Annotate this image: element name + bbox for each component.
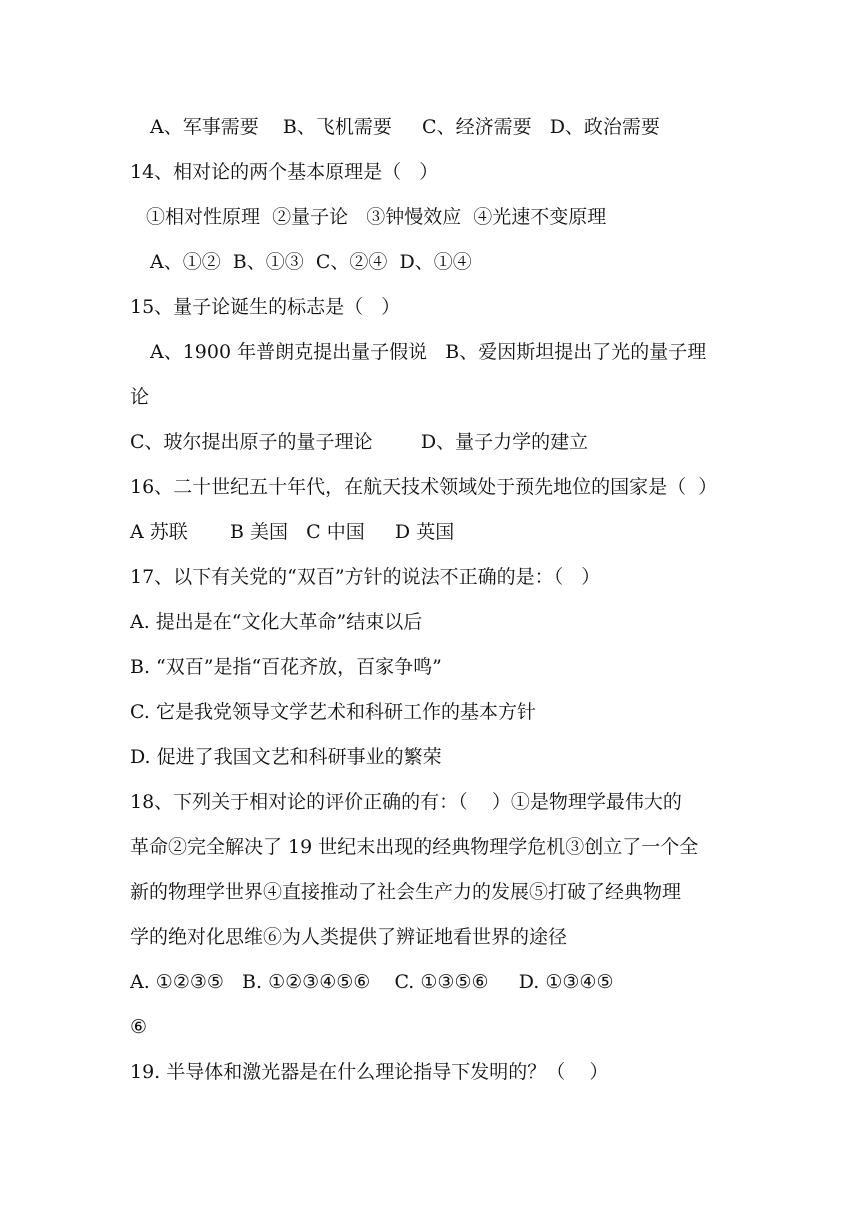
q14-options: A、①② B、①③ C、②④ D、①④ (150, 251, 472, 273)
q16-options: A 苏联 B 美国 C 中国 D 英国 (130, 521, 455, 543)
q17-question: 17、以下有关党的“双百”方针的说法不正确的是：（ ） (130, 566, 601, 588)
q14-statements: ①相对性原理 ②量子论 ③钟慢效应 ④光速不变原理 (146, 206, 607, 228)
q15-options-ab: A、1900 年普朗克提出量子假说 B、爱因斯坦提出了光的量子理 (150, 341, 707, 363)
q17-option-a: A. 提出是在“文化大革命”结束以后 (130, 611, 423, 633)
q16-question: 16、二十世纪五十年代，在航天技术领域处于预先地位的国家是（ ） (130, 476, 718, 498)
q18-question-line2: 革命②完全解决了 19 世纪末出现的经典物理学危机③创立了一个全 (130, 836, 699, 858)
q18-options-cont: ⑥ (130, 1016, 148, 1038)
q18-question-line1: 18、下列关于相对论的评价正确的有：（ ）①是物理学最伟大的 (130, 791, 682, 813)
q15-options-ab-cont: 论 (130, 386, 150, 408)
q17-option-b: B. “双百”是指“百花齐放，百家争鸣” (130, 656, 442, 678)
q15-question: 15、量子论诞生的标志是（ ） (130, 296, 401, 318)
q14-question: 14、相对论的两个基本原理是（ ） (130, 161, 439, 183)
q17-option-d: D. 促进了我国文艺和科研事业的繁荣 (130, 746, 442, 768)
q15-options-cd: C、玻尔提出原子的量子理论 D、量子力学的建立 (130, 431, 589, 453)
q18-options: A. ①②③⑤ B. ①②③④⑤⑥ C. ①③⑤⑥ D. ①③④⑤ (130, 971, 614, 993)
q19-question: 19. 半导体和激光器是在什么理论指导下发明的？（ ） (130, 1061, 609, 1083)
q13-options: A、军事需要 B、飞机需要 C、经济需要 D、政治需要 (150, 116, 660, 138)
q17-option-c: C. 它是我党领导文学艺术和科研工作的基本方针 (130, 701, 536, 723)
q18-question-line4: 学的绝对化思维⑥为人类提供了辨证地看世界的途径 (130, 926, 568, 948)
q18-question-line3: 新的物理学世界④直接推动了社会生产力的发展⑤打破了经典物理 (130, 881, 682, 903)
